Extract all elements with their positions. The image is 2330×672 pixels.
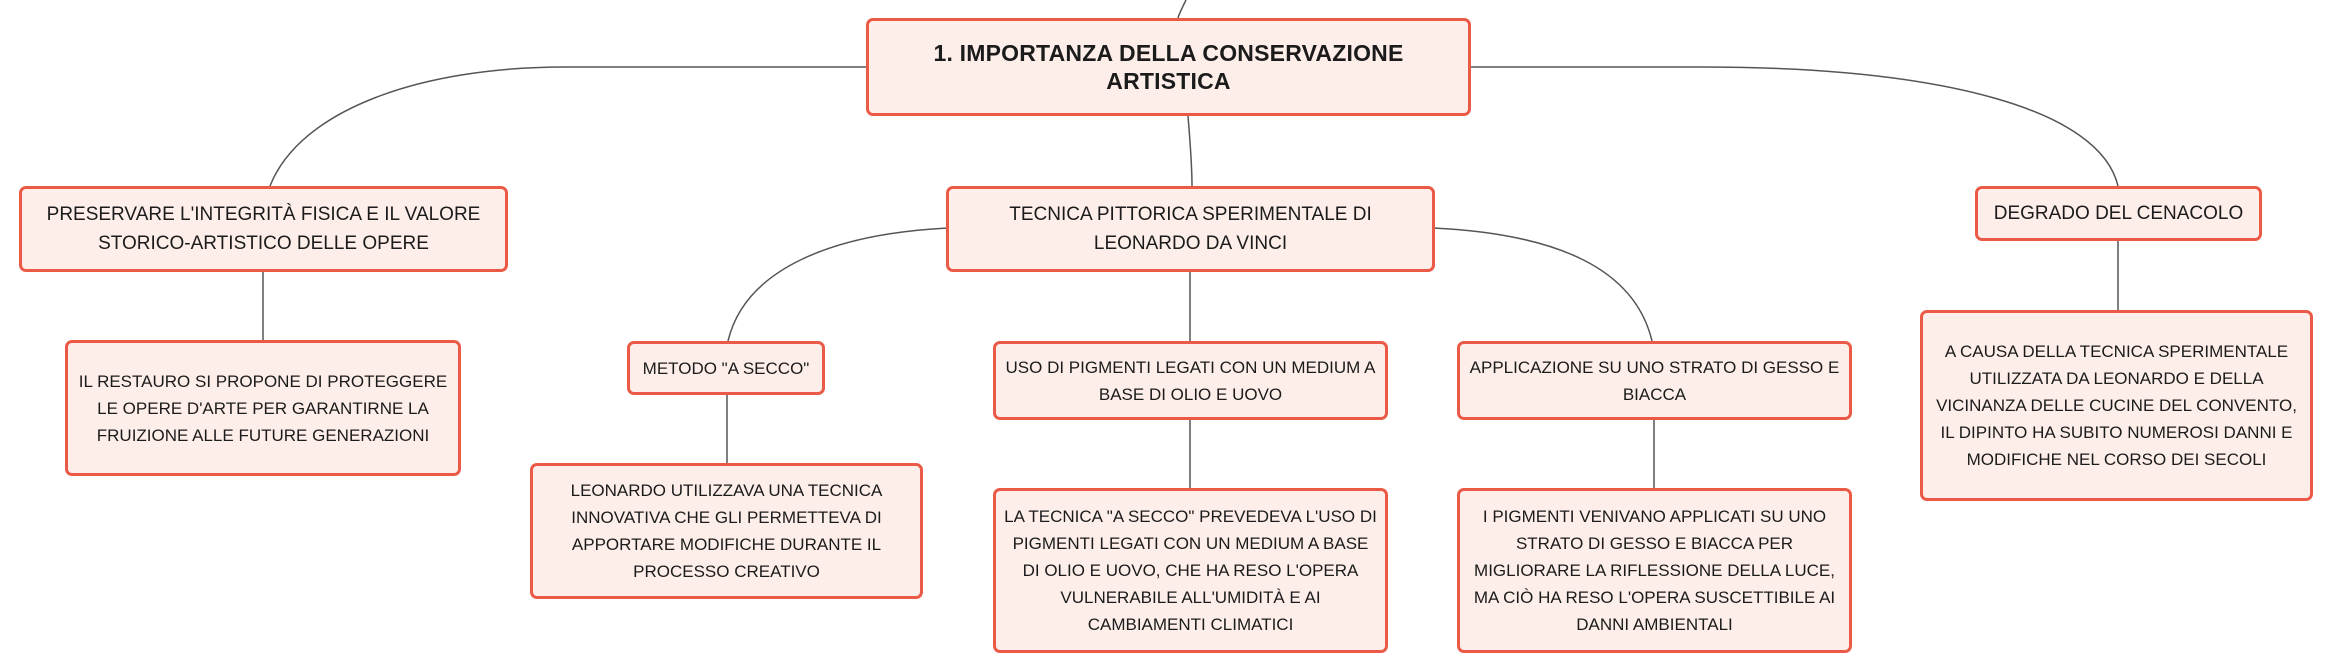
leaf-node-la-tecnica[interactable] xyxy=(993,488,1388,653)
subbranch-node-label: APPLICAZIONE SU UNO STRATO DI GESSO E BIACCA xyxy=(1469,357,1840,404)
connector-tecnica-to-applicazione xyxy=(1433,228,1652,341)
connector-parent-to-root xyxy=(1178,0,1186,18)
branch-node-degrado[interactable] xyxy=(1975,186,2262,241)
root-node-label: 1. IMPORTANZA DELLA CONSERVAZIONE ARTISTICA xyxy=(933,40,1404,94)
root-node[interactable] xyxy=(866,18,1471,116)
subbranch-node-label: USO DI PIGMENTI LEGATI CON UN MEDIUM A BASE DI OLIO E UOVO xyxy=(1005,357,1376,404)
leaf-node-pigmenti[interactable] xyxy=(1457,488,1852,653)
leaf-node-label: I PIGMENTI VENIVANO APPLICATI SU UNO STRATO DI GESSO E BIACCA PER MIGLIORARE LA RIFLESSIONE DELLA LUCE, MA CIÒ HA RESO L'OPERA SUSCETTIBILE AI DANNI AMBIENTALI xyxy=(1473,507,1836,634)
subbranch-node-metodo[interactable] xyxy=(627,341,825,395)
connector-tecnica-to-metodo xyxy=(728,228,948,341)
leaf-node-label: LEONARDO UTILIZZAVA UNA TECNICA INNOVATIVA CHE GLI PERMETTEVA DI APPORTARE MODIFICHE DURANTE IL PROCESSO CREATIVO xyxy=(570,481,883,581)
subbranch-node-applicazione[interactable] xyxy=(1457,341,1852,420)
leaf-node-label: LA TECNICA "A SECCO" PREVEDEVA L'USO DI PIGMENTI LEGATI CON UN MEDIUM A BASE DI OLIO E UOVO, CHE HA RESO L'OPERA VULNERABILE ALL'UMIDITÀ E AI CAMBIAMENTI CLIMATICI xyxy=(1004,507,1377,634)
branch-node-tecnica[interactable] xyxy=(946,186,1435,272)
branch-node-label: DEGRADO DEL CENACOLO xyxy=(1993,203,2244,224)
branch-node-label: TECNICA PITTORICA SPERIMENTALE DI LEONARDO DA VINCI xyxy=(1009,204,1372,254)
connector-root-to-degrado xyxy=(1469,67,2118,186)
connector-root-to-preservare xyxy=(270,67,868,186)
connector-root-to-tecnica xyxy=(1188,116,1192,186)
subbranch-node-uso[interactable] xyxy=(993,341,1388,420)
branch-node-preservare[interactable] xyxy=(19,186,508,272)
leaf-node-restauro[interactable] xyxy=(65,340,461,476)
leaf-node-causa[interactable] xyxy=(1920,310,2313,501)
leaf-node-label: A CAUSA DELLA TECNICA SPERIMENTALE UTILIZZATA DA LEONARDO E DELLA VICINANZA DELLE CUCINE DEL CONVENTO, IL DIPINTO HA SUBITO NUMEROSI DANNI E MODIFICHE NEL CORSO DEI SECOLI xyxy=(1936,342,2297,469)
subbranch-node-label: METODO "A SECCO" xyxy=(642,358,810,378)
leaf-node-label: IL RESTAURO SI PROPONE DI PROTEGGERE LE OPERE D'ARTE PER GARANTIRNE LA FRUIZIONE ALLE FUTURE GENERAZIONI xyxy=(78,371,448,445)
branch-node-label: PRESERVARE L'INTEGRITÀ FISICA E IL VALORE STORICO-ARTISTICO DELLE OPERE xyxy=(46,204,481,254)
leaf-node-leonardo[interactable] xyxy=(530,463,923,599)
